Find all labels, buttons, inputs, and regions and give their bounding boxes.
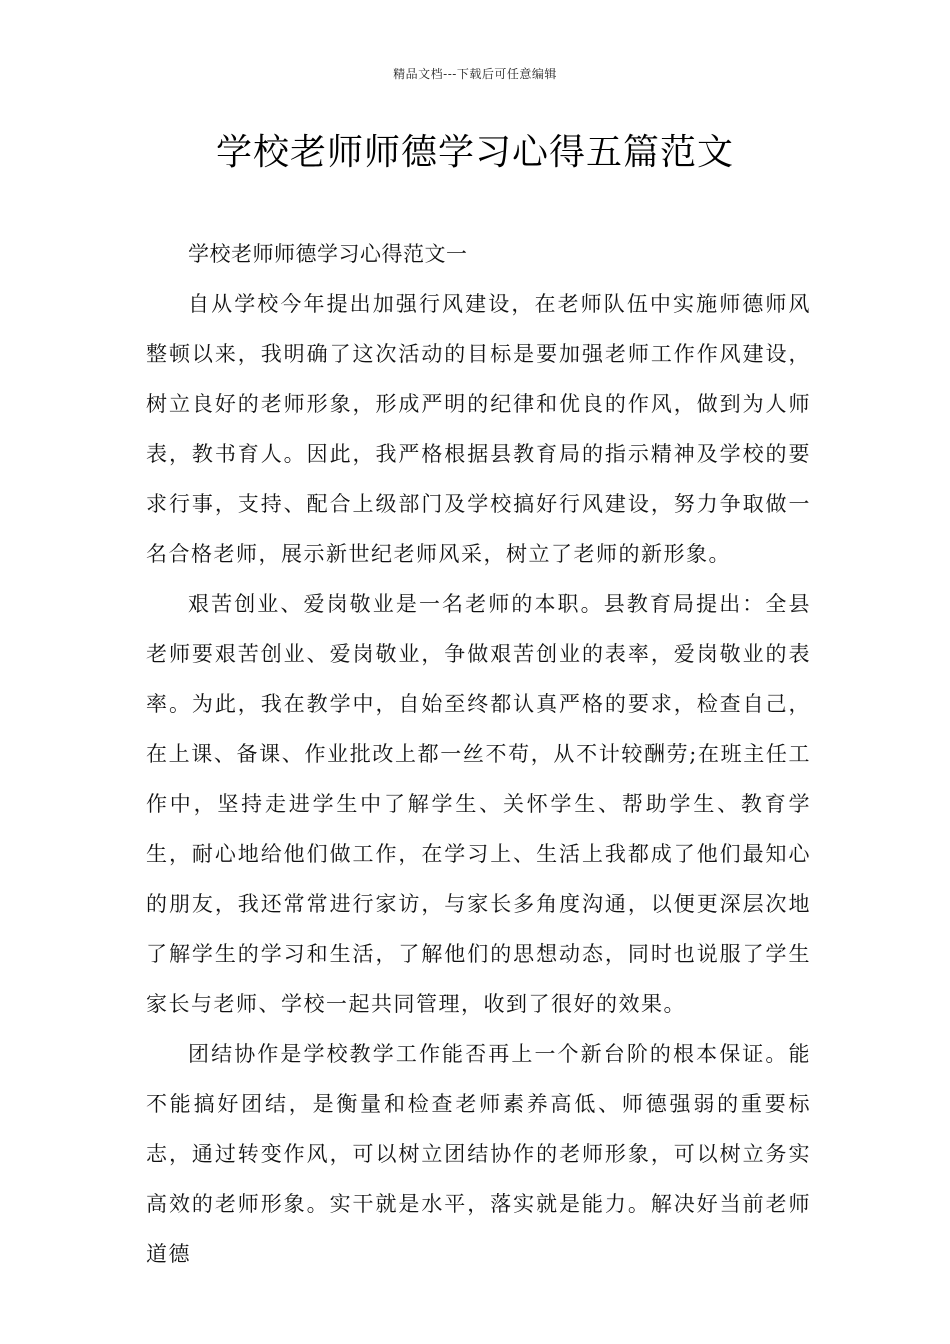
paragraph: 团结协作是学校教学工作能否再上一个新台阶的根本保证。能不能搞好团结，是衡量和检查老师素养高低、师德强弱的重要标志，通过转变作风，可以树立团结协作的老师形象，可以树立务实高效的老师形象。实干就是水平，落实就是能力。解决好当前老师道德 — [146, 1042, 811, 1266]
paragraph: 自从学校今年提出加强行风建设，在老师队伍中实施师德师风整顿以来，我明确了这次活动的目标是要加强老师工作作风建设，树立良好的老师形象，形成严明的纪律和优良的作风，做到为人师表，教书育人。因此，我严格根据县教育局的指示精神及学校的要求行事，支持、配合上级部门及学校搞好行风建设，努力争取做一名合格老师，展示新世纪老师风采，树立了老师的新形象。 — [146, 292, 811, 566]
paragraph: 艰苦创业、爱岗敬业是一名老师的本职。县教育局提出：全县老师要艰苦创业、爱岗敬业，争做艰苦创业的表率，爱岗敬业的表率。为此，我在教学中，自始至终都认真严格的要求，检查自己，在上课、备课、作业批改上都一丝不苟，从不计较酬劳;在班主任工作中，坚持走进学生中了解学生、关怀学生、帮助学生、教育学生，耐心地给他们做工作，在学习上、生活上我都成了他们最知心的朋友，我还常常进行家访，与家长多角度沟通，以便更深层次地了解学生的学习和生活，了解他们的思想动态，同时也说服了学生家长与老师、学校一起共同管理，收到了很好的效果。 — [146, 592, 811, 1016]
section-heading: 学校老师师德学习心得范文一 — [188, 242, 468, 266]
document-title: 学校老师师德学习心得五篇范文 — [215, 132, 734, 173]
document-body — [146, 229, 811, 1279]
header-note: 精品文档---下载后可任意编辑 — [393, 67, 557, 81]
